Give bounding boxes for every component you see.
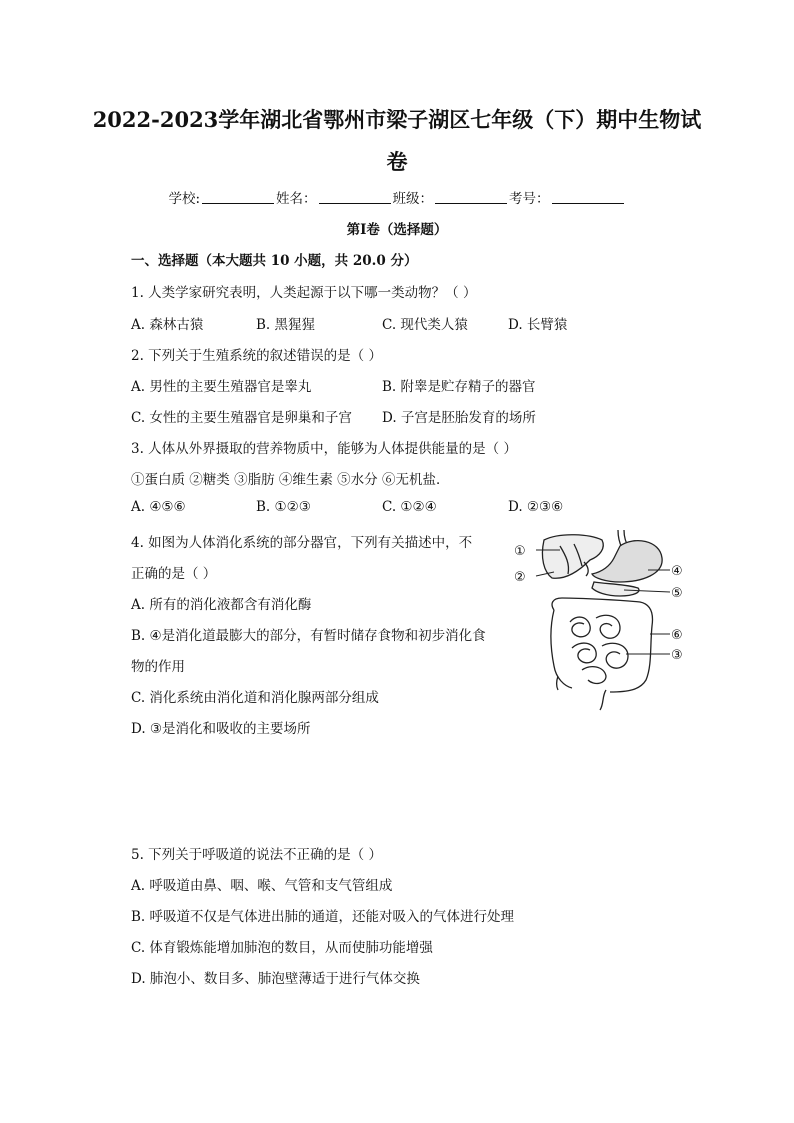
student-info-row bbox=[0, 187, 794, 207]
q1-option-b[interactable]: B. 黑猩猩 bbox=[256, 317, 316, 333]
name-label: 姓名： bbox=[276, 191, 317, 207]
q5-option-a[interactable]: A. 呼吸道由鼻、咽、喉、气管和支气管组成 bbox=[131, 878, 393, 894]
question-1-stem: 1. 人类学家研究表明，人类起源于以下哪一类动物？（ ） bbox=[131, 285, 477, 301]
digestive-organs-drawing bbox=[542, 530, 662, 710]
q2-option-c[interactable]: C. 女性的主要生殖器官是卵巢和子宫 bbox=[131, 410, 352, 426]
exam-no-field[interactable] bbox=[552, 191, 624, 204]
class-field[interactable] bbox=[435, 191, 507, 204]
q1-option-a[interactable]: A. 森林古猿 bbox=[131, 317, 204, 333]
q3-option-a[interactable]: A. ④⑤⑥ bbox=[131, 499, 186, 515]
q5-option-c[interactable]: C. 体育锻炼能增加肺泡的数目，从而使肺功能增强 bbox=[131, 940, 433, 956]
q5-option-d[interactable]: D. 肺泡小、数目多、肺泡壁薄适于进行气体交换 bbox=[131, 971, 420, 987]
question-4-stem-cont: 正确的是（ ） bbox=[131, 566, 217, 582]
q3-option-b[interactable]: B. ①②③ bbox=[256, 499, 311, 515]
exam-no-label: 考号： bbox=[509, 191, 550, 207]
q3-option-c[interactable]: C. ①②④ bbox=[382, 499, 437, 515]
q2-option-b[interactable]: B. 附睾是贮存精子的器官 bbox=[382, 379, 536, 395]
figure-label-1: ① bbox=[514, 544, 526, 559]
page-title-line2: 卷 bbox=[386, 149, 408, 174]
q2-option-d[interactable]: D. 子宫是胚胎发育的场所 bbox=[382, 410, 536, 426]
figure-label-3: ③ bbox=[671, 648, 683, 663]
q1-option-d[interactable]: D. 长臂猿 bbox=[508, 317, 568, 333]
digestive-system-figure bbox=[510, 526, 696, 712]
class-label: 班级： bbox=[392, 191, 434, 207]
figure-label-5: ⑤ bbox=[671, 586, 683, 601]
q4-option-d[interactable]: D. ③是消化和吸收的主要场所 bbox=[131, 721, 311, 737]
school-field[interactable] bbox=[202, 191, 274, 204]
name-field[interactable] bbox=[319, 191, 391, 204]
question-4-stem: 4. 如图为人体消化系统的部分器官，下列有关描述中，不 bbox=[131, 535, 473, 551]
volume-heading: 第Ⅰ卷（选择题） bbox=[346, 222, 448, 238]
question-2-stem: 2. 下列关于生殖系统的叙述错误的是（ ） bbox=[131, 348, 382, 364]
page-title-line1: 2022-2023学年湖北省鄂州市梁子湖区七年级（下）期中生物试 bbox=[92, 107, 702, 132]
q4-option-c[interactable]: C. 消化系统由消化道和消化腺两部分组成 bbox=[131, 690, 379, 706]
q3-option-d[interactable]: D. ②③⑥ bbox=[508, 499, 564, 515]
question-5-stem: 5. 下列关于呼吸道的说法不正确的是（ ） bbox=[131, 847, 382, 863]
figure-label-6: ⑥ bbox=[671, 628, 683, 643]
q4-option-a[interactable]: A. 所有的消化液都含有消化酶 bbox=[131, 597, 312, 613]
figure-label-4: ④ bbox=[671, 564, 683, 579]
school-label: 学校: bbox=[168, 191, 201, 207]
q4-option-b-cont: 物的作用 bbox=[131, 659, 185, 675]
q1-option-c[interactable]: C. 现代类人猿 bbox=[382, 317, 468, 333]
section-heading: 一、选择题（本大题共 10 小题，共 20.0 分） bbox=[131, 253, 418, 269]
question-3-stem: 3. 人体从外界摄取的营养物质中，能够为人体提供能量的是（ ） bbox=[131, 441, 517, 457]
figure-label-2: ② bbox=[514, 570, 526, 585]
q5-option-b[interactable]: B. 呼吸道不仅是气体进出肺的通道，还能对吸入的气体进行处理 bbox=[131, 909, 515, 925]
q2-option-a[interactable]: A. 男性的主要生殖器官是睾丸 bbox=[131, 379, 312, 395]
q4-option-b[interactable]: B. ④是消化道最膨大的部分，有暂时储存食物和初步消化食 bbox=[131, 628, 486, 644]
question-3-items: ①蛋白质 ②糖类 ③脂肪 ④维生素 ⑤水分 ⑥无机盐． bbox=[131, 472, 450, 488]
